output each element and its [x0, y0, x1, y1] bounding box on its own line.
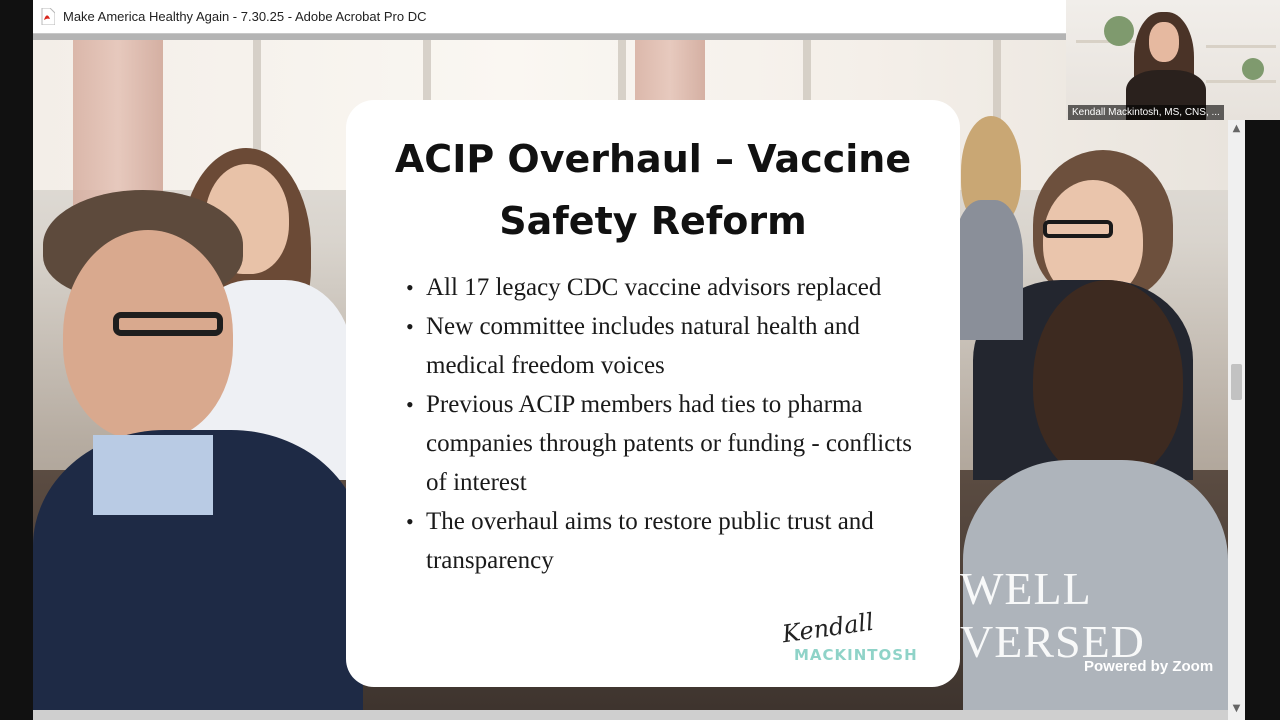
logo-script-text: Kendall [780, 607, 876, 649]
background-shelf [1206, 80, 1276, 83]
logo-caps-text: MACKINTOSH [794, 646, 918, 664]
scroll-up-icon[interactable]: ▲ [1232, 123, 1241, 134]
bullet-item: • All 17 legacy CDC vaccine advisors replaced [406, 268, 926, 307]
well-versed-watermark: WELL VERSED [960, 563, 1145, 667]
bullet-item: • The overhaul aims to restore public trust and transparency [406, 502, 926, 580]
plant-icon [1242, 58, 1264, 80]
slide-title-line-1: ACIP Overhaul – Vaccine [394, 137, 912, 181]
powered-by-zoom-label: Powered by Zoom [1084, 658, 1214, 675]
presenter-face [1149, 22, 1179, 62]
plant-icon [1104, 16, 1134, 46]
acrobat-title-bar [33, 0, 1066, 34]
scroll-down-icon[interactable]: ▼ [1232, 703, 1241, 714]
vertical-scrollbar[interactable] [1228, 120, 1245, 720]
bottom-strip [33, 710, 1228, 720]
right-gutter [1245, 120, 1280, 720]
slide-title-line-2: Safety Reform [499, 199, 807, 243]
slide-content-card [346, 100, 960, 687]
scroll-thumb[interactable] [1231, 364, 1242, 400]
pdf-icon [41, 8, 55, 25]
background-shelf [1206, 45, 1276, 48]
left-gutter [0, 0, 33, 720]
curtain [635, 40, 705, 100]
kendall-mackintosh-logo [780, 607, 918, 668]
bullet-list [406, 268, 926, 580]
presenter-video-tile[interactable] [1066, 0, 1280, 120]
participant-name-label: Kendall Mackintosh, MS, CNS, ... [1068, 105, 1224, 120]
slide-canvas [33, 40, 1228, 710]
slide-title [346, 128, 960, 252]
curtain [73, 40, 163, 210]
bullet-item: • Previous ACIP members had ties to pharma companies through patents or funding - conflicts of interest [406, 385, 926, 502]
bullet-item: • New committee includes natural health and medical freedom voices [406, 307, 926, 385]
window-title: Make America Healthy Again - 7.30.25 - Adobe Acrobat Pro DC [63, 9, 427, 24]
